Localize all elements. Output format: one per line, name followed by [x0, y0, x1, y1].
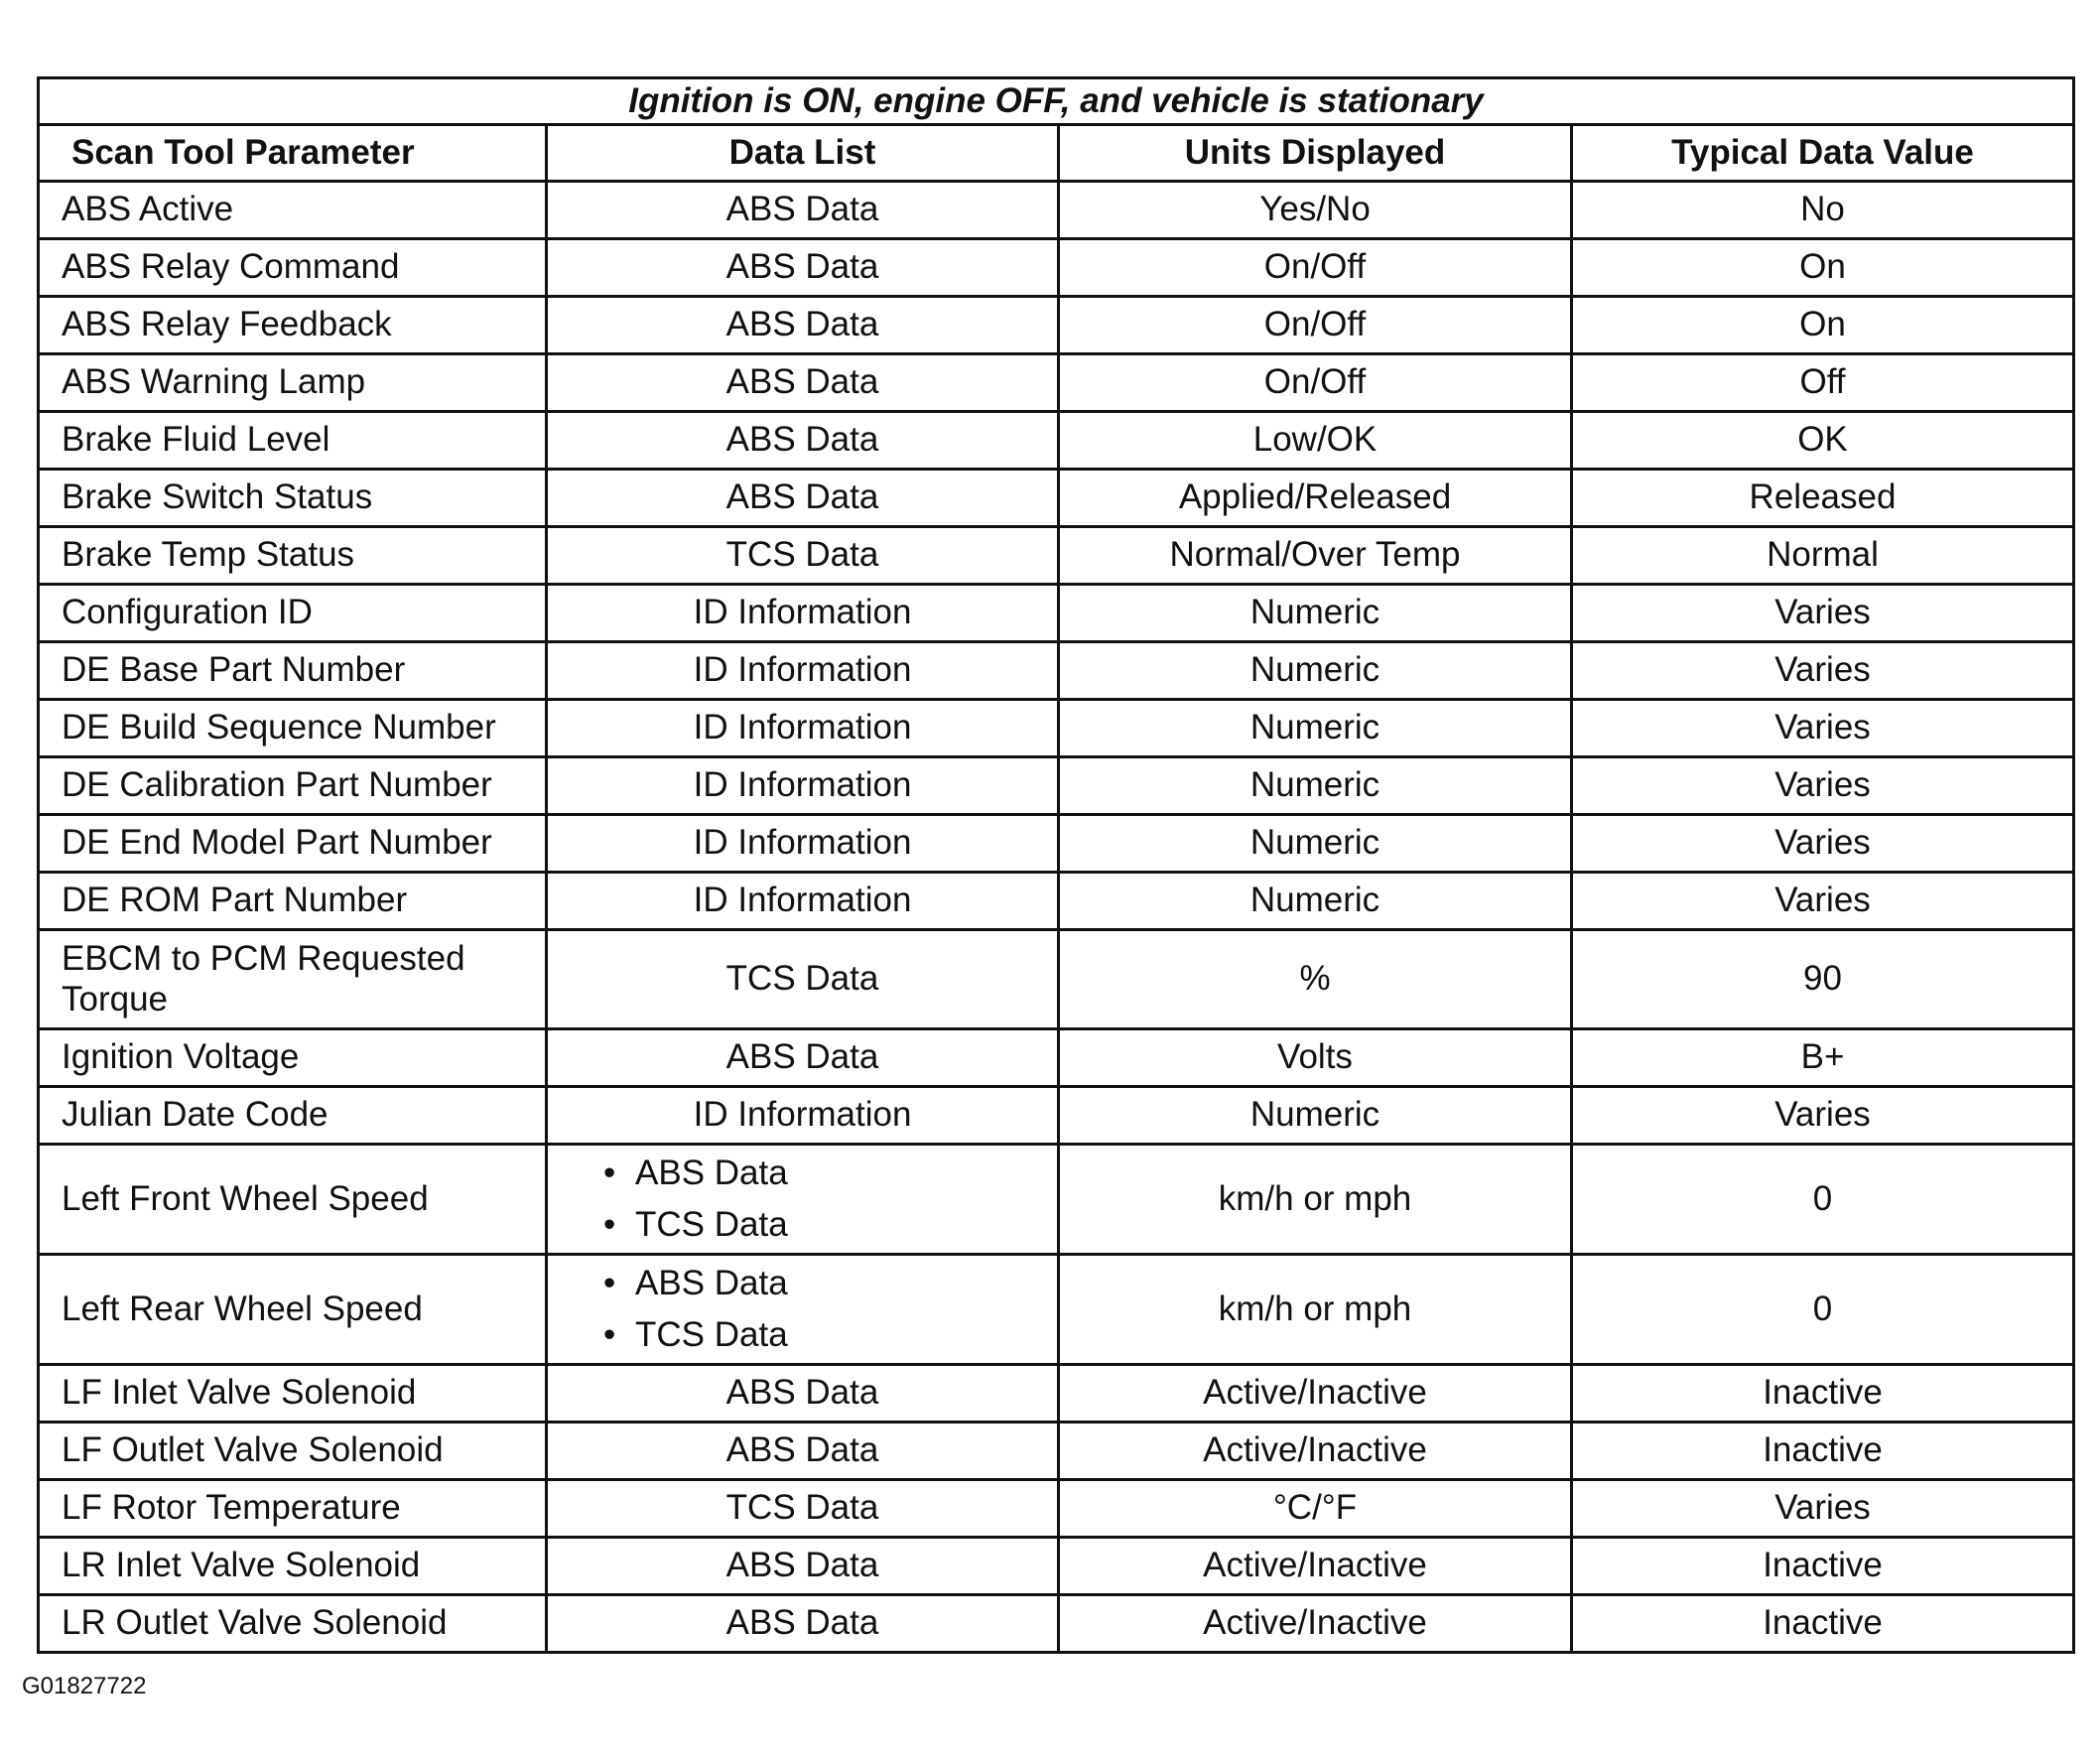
data-list-cell: TCS Data	[547, 1480, 1059, 1538]
units-cell: On/Off	[1059, 297, 1572, 354]
data-list-cell: ID Information	[547, 585, 1059, 642]
parameter-cell: Ignition Voltage	[39, 1029, 547, 1087]
data-list-item: • ABS Data	[603, 1148, 1057, 1199]
table-row	[39, 1255, 2074, 1365]
typical-value-cell: Varies	[1572, 815, 2074, 873]
data-list-cell: ABS Data	[547, 182, 1059, 239]
typical-value-cell: Varies	[1572, 873, 2074, 930]
typical-value-cell: On	[1572, 297, 2074, 354]
table-row	[39, 642, 2074, 700]
data-list-cell: ID Information	[547, 757, 1059, 815]
parameter-cell: Left Front Wheel Speed	[39, 1145, 547, 1255]
data-list-cell: ABS Data	[547, 1423, 1059, 1480]
units-cell: km/h or mph	[1059, 1145, 1572, 1255]
table-row	[39, 815, 2074, 873]
typical-value-cell: Inactive	[1572, 1365, 2074, 1423]
units-cell: °C/°F	[1059, 1480, 1572, 1538]
typical-value-cell: Varies	[1572, 1480, 2074, 1538]
parameter-cell: DE Base Part Number	[39, 642, 547, 700]
parameter-cell: ABS Active	[39, 182, 547, 239]
table-row	[39, 239, 2074, 297]
typical-value-cell: Inactive	[1572, 1423, 2074, 1480]
table-row	[39, 182, 2074, 239]
typical-value-cell: No	[1572, 182, 2074, 239]
units-cell: Active/Inactive	[1059, 1595, 1572, 1653]
data-list-item: • ABS Data	[603, 1258, 1057, 1309]
units-cell: Low/OK	[1059, 412, 1572, 470]
units-cell: Numeric	[1059, 873, 1572, 930]
typical-value-cell: Varies	[1572, 1087, 2074, 1145]
units-cell: Applied/Released	[1059, 470, 1572, 527]
units-cell: Yes/No	[1059, 182, 1572, 239]
parameter-cell: LF Inlet Valve Solenoid	[39, 1365, 547, 1423]
typical-value-cell: Varies	[1572, 757, 2074, 815]
units-cell: Normal/Over Temp	[1059, 527, 1572, 585]
table-row	[39, 470, 2074, 527]
table-row	[39, 297, 2074, 354]
units-cell: Active/Inactive	[1059, 1365, 1572, 1423]
table-row	[39, 1595, 2074, 1653]
data-list-cell: ID Information	[547, 642, 1059, 700]
data-list-cell	[547, 1255, 1059, 1365]
table-row	[39, 412, 2074, 470]
data-list-cell: ABS Data	[547, 1029, 1059, 1087]
units-cell: Numeric	[1059, 1087, 1572, 1145]
data-list-item: • TCS Data	[603, 1199, 1057, 1251]
data-list-bullets	[548, 1148, 1057, 1251]
data-list-cell: ABS Data	[547, 239, 1059, 297]
column-header-data-list: Data List	[547, 125, 1059, 182]
table-row	[39, 1087, 2074, 1145]
parameter-cell: ABS Relay Command	[39, 239, 547, 297]
typical-value-cell: Inactive	[1572, 1595, 2074, 1653]
data-list-cell: ABS Data	[547, 470, 1059, 527]
typical-value-cell: Normal	[1572, 527, 2074, 585]
parameter-cell: EBCM to PCM Requested Torque	[39, 930, 547, 1029]
typical-value-cell: 90	[1572, 930, 2074, 1029]
typical-value-cell: Varies	[1572, 585, 2074, 642]
typical-value-cell: Varies	[1572, 700, 2074, 757]
data-list-cell: ABS Data	[547, 1365, 1059, 1423]
table-row	[39, 1029, 2074, 1087]
parameter-cell: LR Inlet Valve Solenoid	[39, 1538, 547, 1595]
parameter-cell: DE End Model Part Number	[39, 815, 547, 873]
units-cell: Numeric	[1059, 585, 1572, 642]
table-row	[39, 585, 2074, 642]
parameter-cell: Brake Temp Status	[39, 527, 547, 585]
units-cell: Numeric	[1059, 815, 1572, 873]
units-cell: Active/Inactive	[1059, 1538, 1572, 1595]
data-list-cell: TCS Data	[547, 527, 1059, 585]
parameter-cell: ABS Warning Lamp	[39, 354, 547, 412]
typical-value-cell: 0	[1572, 1145, 2074, 1255]
parameter-cell: DE ROM Part Number	[39, 873, 547, 930]
units-cell: Active/Inactive	[1059, 1423, 1572, 1480]
data-list-bullets	[548, 1258, 1057, 1361]
units-cell: On/Off	[1059, 239, 1572, 297]
table-body	[39, 182, 2074, 1653]
table-row	[39, 1423, 2074, 1480]
units-cell: Numeric	[1059, 757, 1572, 815]
units-cell: %	[1059, 930, 1572, 1029]
table-row	[39, 1365, 2074, 1423]
typical-value-cell: 0	[1572, 1255, 2074, 1365]
parameter-cell: DE Build Sequence Number	[39, 700, 547, 757]
table-row	[39, 930, 2074, 1029]
data-list-cell: ABS Data	[547, 412, 1059, 470]
table-row	[39, 757, 2074, 815]
parameter-cell: DE Calibration Part Number	[39, 757, 547, 815]
typical-value-cell: Off	[1572, 354, 2074, 412]
scan-tool-data-table	[37, 76, 2075, 1654]
parameter-cell: Configuration ID	[39, 585, 547, 642]
data-list-cell: ID Information	[547, 1087, 1059, 1145]
table-row	[39, 1480, 2074, 1538]
typical-value-cell: On	[1572, 239, 2074, 297]
data-list-cell: ID Information	[547, 815, 1059, 873]
column-header-units: Units Displayed	[1059, 125, 1572, 182]
parameter-cell: LF Outlet Valve Solenoid	[39, 1423, 547, 1480]
units-cell: On/Off	[1059, 354, 1572, 412]
data-list-cell: ABS Data	[547, 1595, 1059, 1653]
table-row	[39, 354, 2074, 412]
data-list-cell: ID Information	[547, 700, 1059, 757]
data-list-cell: ABS Data	[547, 297, 1059, 354]
typical-value-cell: Varies	[1572, 642, 2074, 700]
data-list-cell: ID Information	[547, 873, 1059, 930]
units-cell: km/h or mph	[1059, 1255, 1572, 1365]
data-list-cell: ABS Data	[547, 1538, 1059, 1595]
typical-value-cell: OK	[1572, 412, 2074, 470]
table-caption: Ignition is ON, engine OFF, and vehicle is stationary	[39, 78, 2074, 125]
data-list-cell	[547, 1145, 1059, 1255]
table-row	[39, 873, 2074, 930]
parameter-cell: Julian Date Code	[39, 1087, 547, 1145]
data-list-cell: ABS Data	[547, 354, 1059, 412]
table-row	[39, 700, 2074, 757]
units-cell: Volts	[1059, 1029, 1572, 1087]
units-cell: Numeric	[1059, 700, 1572, 757]
parameter-cell: ABS Relay Feedback	[39, 297, 547, 354]
column-header-typical-value: Typical Data Value	[1572, 125, 2074, 182]
table-row	[39, 1145, 2074, 1255]
figure-id: G01827722	[22, 1673, 147, 1699]
parameter-cell: Brake Fluid Level	[39, 412, 547, 470]
parameter-cell: Left Rear Wheel Speed	[39, 1255, 547, 1365]
data-list-item: • TCS Data	[603, 1309, 1057, 1361]
typical-value-cell: Inactive	[1572, 1538, 2074, 1595]
data-list-cell: TCS Data	[547, 930, 1059, 1029]
table-row	[39, 1538, 2074, 1595]
table-row	[39, 527, 2074, 585]
typical-value-cell: B+	[1572, 1029, 2074, 1087]
units-cell: Numeric	[1059, 642, 1572, 700]
parameter-cell: LF Rotor Temperature	[39, 1480, 547, 1538]
column-header-parameter: Scan Tool Parameter	[39, 125, 547, 182]
parameter-cell: LR Outlet Valve Solenoid	[39, 1595, 547, 1653]
typical-value-cell: Released	[1572, 470, 2074, 527]
parameter-cell: Brake Switch Status	[39, 470, 547, 527]
